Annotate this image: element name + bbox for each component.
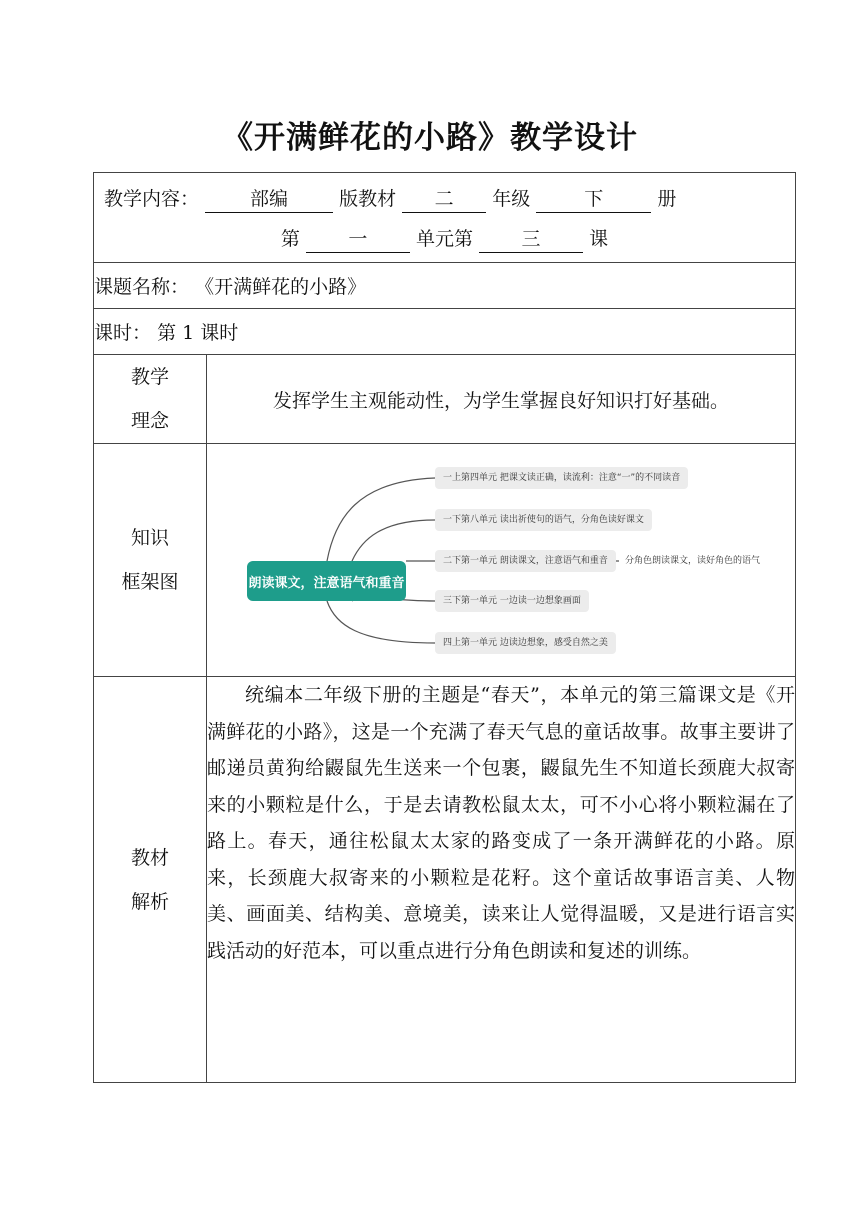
- period-label: 课时：: [94, 322, 152, 344]
- framework-label: [94, 444, 207, 677]
- topic-value: 《开满鲜花的小路》: [195, 276, 367, 298]
- framework-row: [94, 444, 796, 677]
- topic-row: [94, 263, 796, 309]
- content-cell: [94, 173, 796, 263]
- analysis-label-line2: 解析: [130, 890, 169, 913]
- edition-value: 部编: [205, 186, 333, 213]
- content-line-1: [94, 179, 795, 219]
- mind-map-cell: [207, 444, 796, 677]
- connector-1: [327, 478, 435, 561]
- period-row: [94, 309, 796, 355]
- lesson-plan-table: [93, 172, 796, 1083]
- period-value: 第 1 课时: [157, 322, 239, 344]
- unit-value: 一: [306, 226, 410, 253]
- analysis-label-line1: 教材: [130, 846, 169, 869]
- philosophy-row: [94, 355, 796, 444]
- mind-map-branch-2: 一下第八单元 读出祈使句的语气，分角色读好课文: [435, 509, 652, 531]
- topic-cell: [94, 263, 796, 309]
- mind-map-branch-1: 一上第四单元 把课文读正确，读流利：注意“一”的不同读音: [435, 467, 688, 489]
- volume-value: 下: [536, 186, 651, 213]
- framework-label-line1: 知识: [130, 527, 169, 549]
- philosophy-label-line2: 理念: [130, 410, 169, 432]
- unit-suffix: 单元第: [415, 228, 473, 250]
- content-row: [94, 173, 796, 263]
- connector-5: [327, 601, 435, 643]
- lesson-value: 三: [479, 226, 583, 253]
- mind-map-branch-4: 三下第一单元 一边读一边想象画面: [435, 590, 589, 612]
- mind-map: [207, 444, 793, 676]
- mind-map-branch-3: 二下第一单元 朗读课文，注意语气和重音: [435, 550, 616, 572]
- lesson-suffix: 课: [589, 228, 609, 250]
- page-title: 《开满鲜花的小路》教学设计: [222, 120, 638, 156]
- philosophy-text: 发挥学生主观能动性，为学生掌握良好知识打好基础。: [207, 355, 796, 444]
- topic-label: 课题名称：: [94, 276, 190, 298]
- period-cell: [94, 309, 796, 355]
- philosophy-label: [94, 355, 207, 444]
- grade-value: 二: [402, 186, 486, 213]
- philosophy-label-line1: 教学: [130, 366, 169, 388]
- framework-label-line2: 框架图: [121, 571, 179, 593]
- mind-map-extra: 分角色朗读课文，读好角色的语气: [625, 556, 761, 566]
- analysis-text: 统编本二年级下册的主题是“春天”，本单元的第三篇课文是《开满鲜花的小路》，这是一个充满了春天气息的童话故事。故事主要讲了邮递员黄狗给鼹鼠先生送来一个包裹，鼹鼠先生不知道长颈鹿大叔寄来的小颗粒是什么，于是去请教松鼠太太，可不小心将小颗粒漏在了路上。春天，通往松鼠太太家的路变成了一条开满鲜花的小路。原来，长颈鹿大叔寄来的小颗粒是花籽。这个童话故事语言美、人物美、画面美、结构美、意境美，读来让人觉得温暖，又是进行语言实践活动的好范本，可以重点进行分角色朗读和复述的训练。: [207, 677, 796, 1083]
- analysis-row: [94, 677, 796, 1083]
- mind-map-root: 朗读课文，注意语气和重音: [247, 561, 406, 601]
- analysis-label: [94, 677, 207, 1083]
- unit-prefix: 第: [280, 228, 300, 250]
- mind-map-branch-5: 四上第一单元 边读边想象，感受自然之美: [435, 632, 616, 654]
- grade-suffix: 年级: [492, 188, 531, 210]
- content-line-2: [94, 219, 795, 259]
- edition-suffix: 版教材: [339, 188, 397, 210]
- content-label: 教学内容：: [104, 188, 200, 210]
- volume-suffix: 册: [657, 188, 677, 210]
- connector-2: [352, 520, 435, 561]
